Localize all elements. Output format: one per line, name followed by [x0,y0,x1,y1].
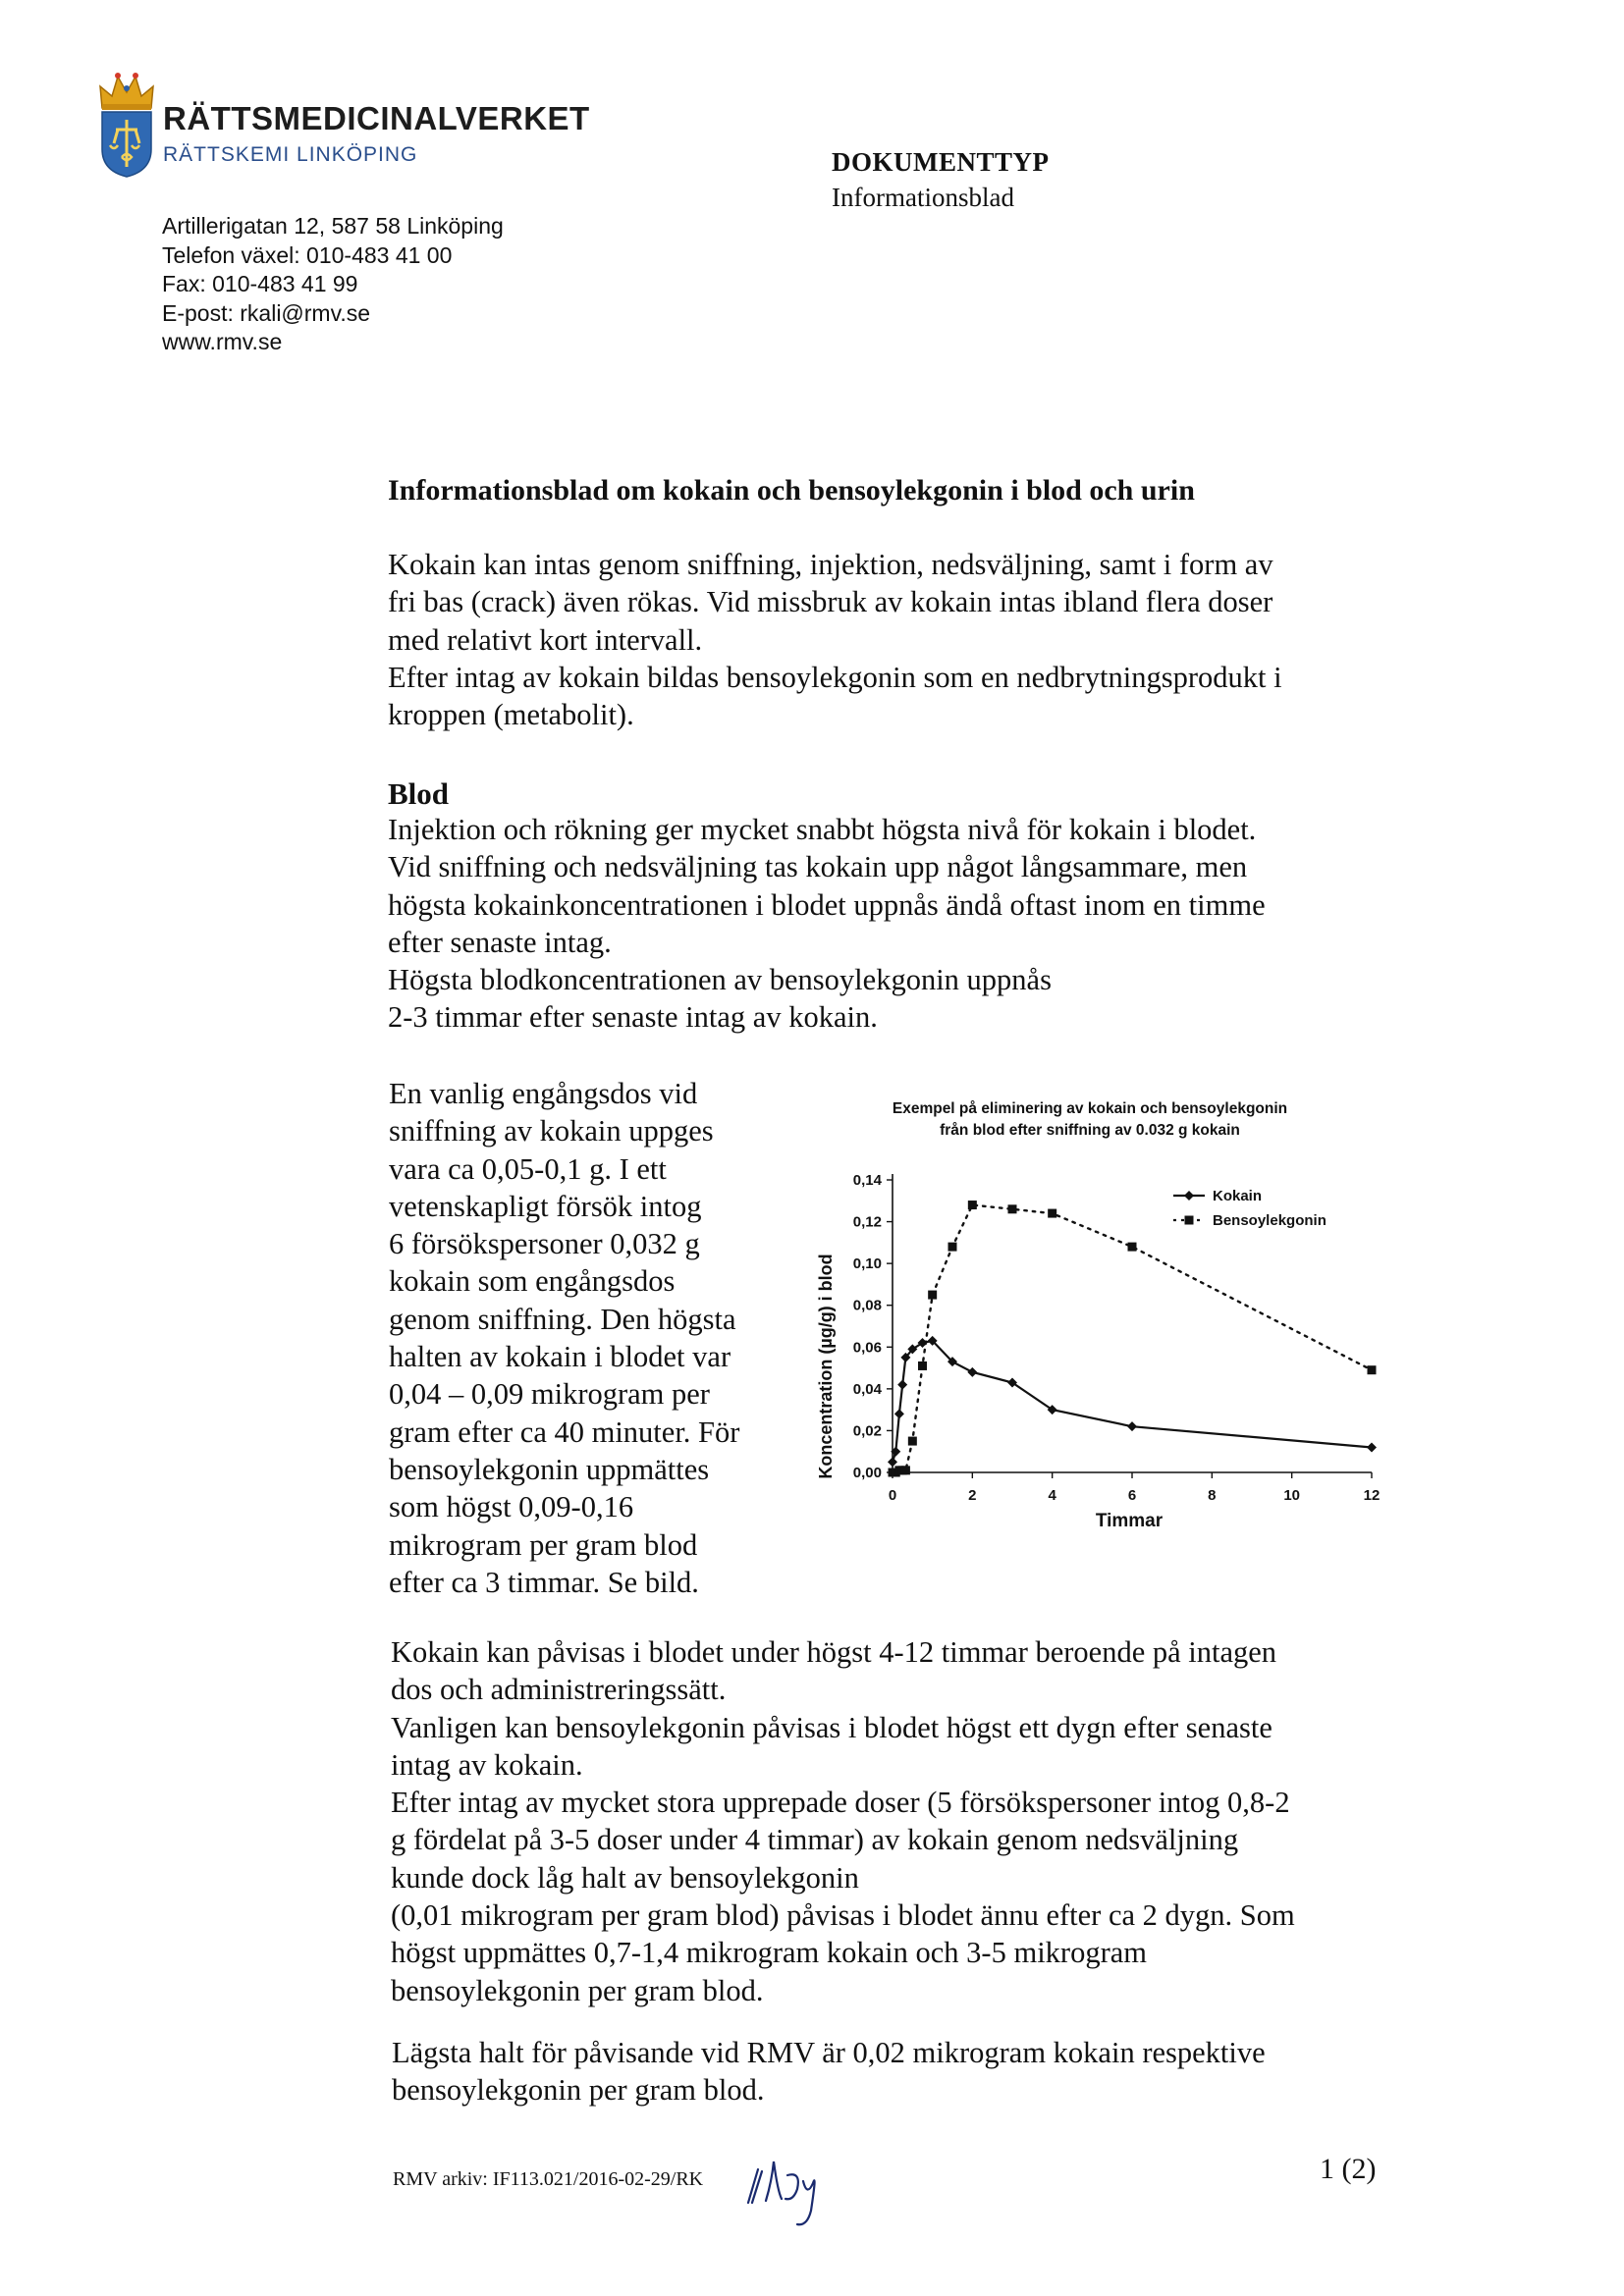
text-line: högsta kokainkoncentrationen i blodet uppnås ändå oftast inom en timme [388,887,1266,922]
x-tick-label: 8 [1208,1487,1217,1504]
dose-paragraph [389,1075,739,1601]
text-line: kroppen (metabolit). [388,698,634,732]
text-line: intag av kokain. [391,1747,583,1782]
data-point-bensoylekgonin [1128,1243,1137,1252]
signature-initials [738,2142,837,2230]
text-line: efter senaste intag. [388,925,612,959]
text-line: Injektion och rökning ger mycket snabbt högsta nivå för kokain i blodet. [388,813,1257,846]
data-point-kokain [1127,1421,1137,1431]
data-point-bensoylekgonin [948,1243,957,1252]
text-line: 6 försökspersoner 0,032 g [389,1227,700,1261]
text-line: Lägsta halt för påvisande vid RMV är 0,02 mikrogram kokain respektive [392,2036,1266,2069]
data-point-kokain [888,1457,897,1467]
detection-paragraph [391,1633,1295,2009]
text-line: som högst 0,09-0,16 [389,1490,634,1524]
chart-subtitle: från blod efter sniffning av 0.032 g kokain [940,1122,1240,1139]
detection-limit-paragraph [392,2034,1266,2109]
y-tick-label: 0,14 [852,1172,882,1189]
text-line: bensoylekgonin per gram blod. [391,1973,764,2007]
text-line: Vanligen kan bensoylekgonin påvisas i blodet högst ett dygn efter senaste [391,1710,1272,1744]
text-line: efter ca 3 timmar. Se bild. [389,1565,699,1599]
legend-label: Bensoylekgonin [1213,1212,1326,1229]
x-tick-label: 10 [1283,1487,1301,1504]
text-line: bensoylekgonin per gram blod. [392,2073,765,2108]
y-tick-label: 0,06 [852,1339,882,1357]
text-line: kokain som engångsdos [389,1264,676,1299]
data-point-kokain [897,1380,907,1390]
text-line: bensoylekgonin uppmättes [389,1452,710,1486]
data-point-bensoylekgonin [968,1201,977,1209]
chart-title: Exempel på eliminering av kokain och bensoylekgonin [892,1100,1288,1117]
text-line: fri bas (crack) även rökas. Vid missbruk av kokain intas ibland flera doser [388,585,1273,619]
text-line: Kokain kan intas genom sniffning, injektion, nedsväljning, samt i form av [388,548,1273,581]
text-line: (0,01 mikrogram per gram blod) påvisas i blodet ännu efter ca 2 dygn. Som [391,1898,1295,1933]
text-line: 0,04 – 0,09 mikrogram per [389,1377,710,1412]
text-line: Efter intag av kokain bildas bensoylekgonin som en nedbrytningsprodukt i [388,660,1282,694]
y-tick-label: 0,02 [852,1422,882,1440]
intro-paragraph [388,546,1282,733]
data-point-kokain [967,1367,977,1377]
text-line: halten av kokain i blodet var [389,1340,731,1374]
address-line: Artillerigatan 12, 587 58 Linköping [162,213,504,239]
x-tick-label: 0 [888,1487,897,1504]
text-line: gram efter ca 40 minuter. För [389,1415,740,1449]
x-tick-label: 4 [1048,1487,1056,1504]
text-line: g fördelat på 3-5 doser under 4 timmar) av kokain genom nedsväljning [391,1823,1239,1857]
chart-plot-area [853,1172,1380,1504]
crown-shield-emblem-icon [96,69,157,179]
text-line: högst uppmättes 0,7-1,4 mikrogram kokain och 3-5 mikrogram [391,1936,1147,1970]
data-point-bensoylekgonin [901,1466,910,1474]
series-line-kokain [893,1341,1372,1463]
text-line: Högsta blodkoncentrationen av bensoylekgonin uppnås [388,963,1052,997]
data-point-bensoylekgonin [908,1437,917,1446]
text-line: 2-3 timmar efter senaste intag av kokain. [388,1000,878,1035]
data-point-bensoylekgonin [1048,1209,1056,1218]
website-line: www.rmv.se [162,329,283,354]
organization-name: RÄTTSMEDICINALVERKET [163,100,590,136]
data-point-bensoylekgonin [928,1291,937,1300]
address-block [162,212,504,357]
text-line: En vanlig engångsdos vid [389,1077,698,1110]
data-point-kokain [894,1409,904,1418]
text-line: vara ca 0,05-0,1 g. I ett [389,1151,667,1186]
archive-reference: RMV arkiv: IF113.021/2016-02-29/RK [393,2168,704,2190]
text-line: kunde dock låg halt av bensoylekgonin [391,1860,859,1895]
legend-marker-bensoylekgonin [1185,1216,1194,1225]
legend-marker-kokain [1184,1191,1194,1201]
y-axis-label: Koncentration (µg/g) i blod [816,1254,836,1479]
phone-line: Telefon växel: 010-483 41 00 [162,241,453,268]
text-line: Vid sniffning och nedsväljning tas kokain upp något långsammare, men [388,850,1248,884]
data-point-bensoylekgonin [1008,1204,1017,1213]
x-tick-label: 2 [968,1487,977,1504]
x-tick-label: 6 [1127,1487,1137,1504]
text-line: dos och administreringssätt. [391,1673,727,1707]
text-line: Efter intag av mycket stora upprepade doser (5 försökspersoner intog 0,8-2 [391,1786,1290,1820]
data-point-bensoylekgonin [1368,1365,1377,1374]
text-line: genom sniffning. Den högsta [389,1302,736,1336]
text-line: vetenskapligt försök intog [389,1189,702,1223]
text-line: mikrogram per gram blod [389,1527,698,1562]
section-heading-blod: Blod [388,776,450,811]
y-tick-label: 0,00 [852,1465,882,1481]
page-number: 1 (2) [1320,2153,1377,2185]
y-tick-label: 0,12 [852,1213,882,1231]
y-tick-label: 0,08 [852,1297,882,1314]
text-line: sniffning av kokain uppges [389,1114,714,1148]
data-point-kokain [1367,1442,1377,1452]
text-line: med relativt kort intervall. [388,622,703,657]
fax-line: Fax: 010-483 41 99 [162,271,358,296]
document-type-value: Informationsblad [832,183,1014,212]
elimination-chart [785,1080,1394,1551]
x-axis-label: Timmar [1095,1511,1164,1531]
y-tick-label: 0,10 [852,1255,882,1273]
data-point-bensoylekgonin [918,1362,927,1370]
y-tick-label: 0,04 [852,1380,882,1398]
x-tick-label: 12 [1363,1487,1380,1504]
document-type-label: DOKUMENTTYP [832,147,1050,177]
text-line: Kokain kan påvisas i blodet under högst 4-12 timmar beroende på intagen [391,1635,1277,1669]
page-title: Informationsblad om kokain och bensoylekgonin i blod och urin [388,474,1195,507]
legend-label: Kokain [1213,1188,1263,1204]
blod-paragraph [388,811,1266,1037]
email-line: E-post: rkali@rmv.se [162,299,371,326]
organization-subtitle: RÄTTSKEMI LINKÖPING [163,143,418,166]
